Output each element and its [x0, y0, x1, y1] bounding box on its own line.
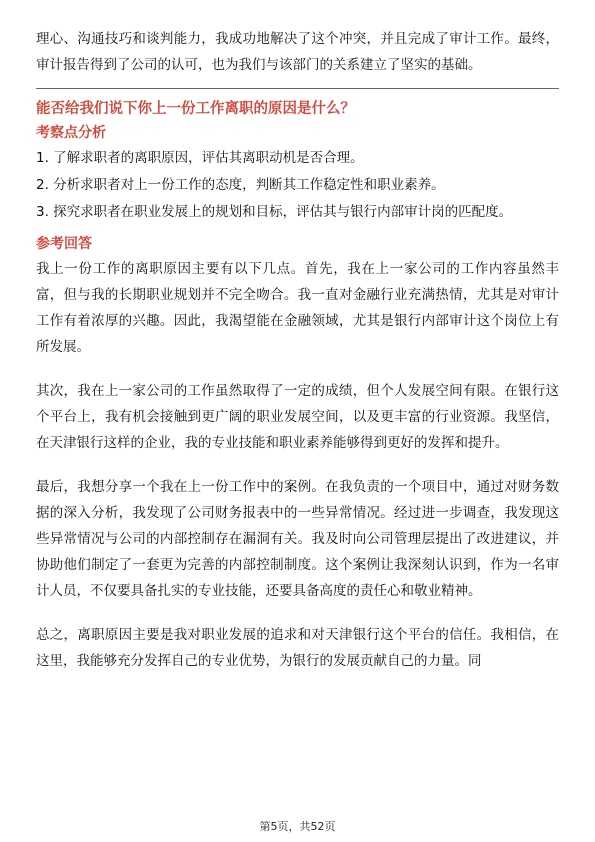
answer-paragraph: 最后，我想分享一个我在上一份工作中的案例。在我负责的一个项目中，通过对财务数据的深入分析，我发现了公司财务报表中的一些异常情况。经过进一步调查，我发现这些异常情况与公司的内部控制存在漏洞有关。我及时向公司管理层提出了改进建议，并协助他们制定了一套更为完善的内部控制制度。这个案例让我深刻认识到，作为一名审计人员，不仅要具备扎实的专业技能，还要具备高度的责任心和敬业精神。 [36, 479, 559, 599]
answer-paragraph: 其次，我在上一家公司的工作虽然取得了一定的成绩，但个人发展空间有限。在银行这个平台上，我有机会接触到更广阔的职业发展空间，以及更丰富的行业资源。我坚信，在天津银行这样的企业，我的专业技能和职业素养能够得到更好的发挥和提升。 [36, 383, 559, 451]
section-divider [36, 88, 559, 89]
analysis-section [36, 121, 559, 226]
document-page [36, 26, 559, 674]
analysis-item: 2. 分析求职者对上一份工作的态度，判断其工作稳定性和职业素养。 [36, 177, 445, 193]
analysis-item: 3. 探究求职者在职业发展上的规划和目标，评估其与银行内部审计岗的匹配度。 [36, 204, 513, 220]
answer-section [36, 232, 559, 674]
analysis-heading: 考察点分析 [36, 125, 106, 141]
question-heading: 能否给我们说下你上一份工作离职的原因是什么？ [36, 101, 355, 117]
answer-paragraph: 我上一份工作的离职原因主要有以下几点。首先，我在上一家公司的工作内容虽然丰富，但与我的长期职业规划并不完全吻合。我一直对金融行业充满热情，尤其是对审计工作有着浓厚的兴趣。因此，我渴望能在金融领域，尤其是银行内部审计这个岗位上有所发展。 [36, 261, 559, 355]
answer-heading: 参考回答 [36, 236, 92, 252]
intro-paragraph: 理心、沟通技巧和谈判能力，我成功地解决了这个冲突，并且完成了审计工作。最终，审计报告得到了公司的认可，也为我们与该部门的关系建立了坚实的基础。 [36, 31, 559, 73]
page-number: 第5页，共52页 [259, 820, 336, 833]
answer-paragraph: 总之，离职原因主要是我对职业发展的追求和对天津银行这个平台的信任。我相信，在这里，我能够充分发挥自己的专业优势，为银行的发展贡献自己的力量。同 [36, 627, 559, 669]
analysis-item: 1. 了解求职者的离职原因，评估其离职动机是否合理。 [36, 150, 364, 166]
